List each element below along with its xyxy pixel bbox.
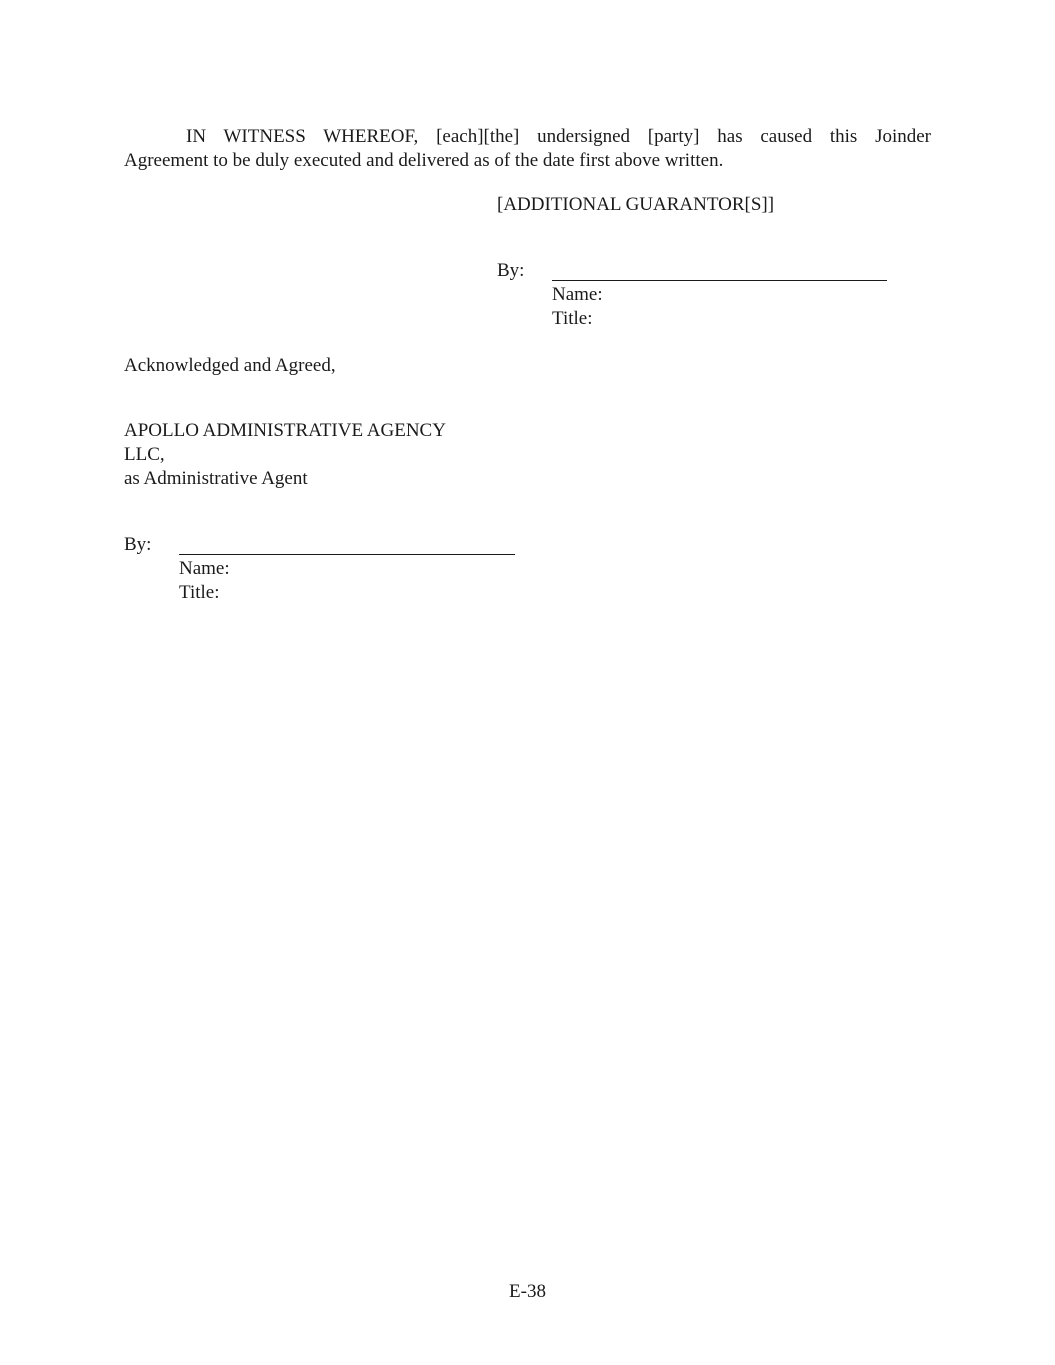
guarantor-party-name: [ADDITIONAL GUARANTOR[S]] [497,194,775,215]
guarantor-name-label: Name: [552,284,603,305]
guarantor-signature-line [552,280,887,281]
agent-name-line-1: APOLLO ADMINISTRATIVE AGENCY [124,420,446,441]
page-number: E-38 [509,1281,546,1302]
agent-name-line-2: LLC, [124,444,165,465]
witness-line-1: IN WITNESS WHEREOF, [each][the] undersigned [party] has caused this Joinder [186,126,931,147]
guarantor-by-label: By: [497,260,525,281]
agent-capacity: as Administrative Agent [124,468,308,489]
agent-by-label: By: [124,534,152,555]
agent-title-label: Title: [179,582,220,603]
acknowledged-heading: Acknowledged and Agreed, [124,355,336,376]
witness-paragraph [124,125,931,173]
agent-name-label: Name: [179,558,230,579]
witness-line-2: Agreement to be duly executed and delivered as of the date first above written. [124,150,724,171]
guarantor-title-label: Title: [552,308,593,329]
agent-signature-line [179,554,515,555]
